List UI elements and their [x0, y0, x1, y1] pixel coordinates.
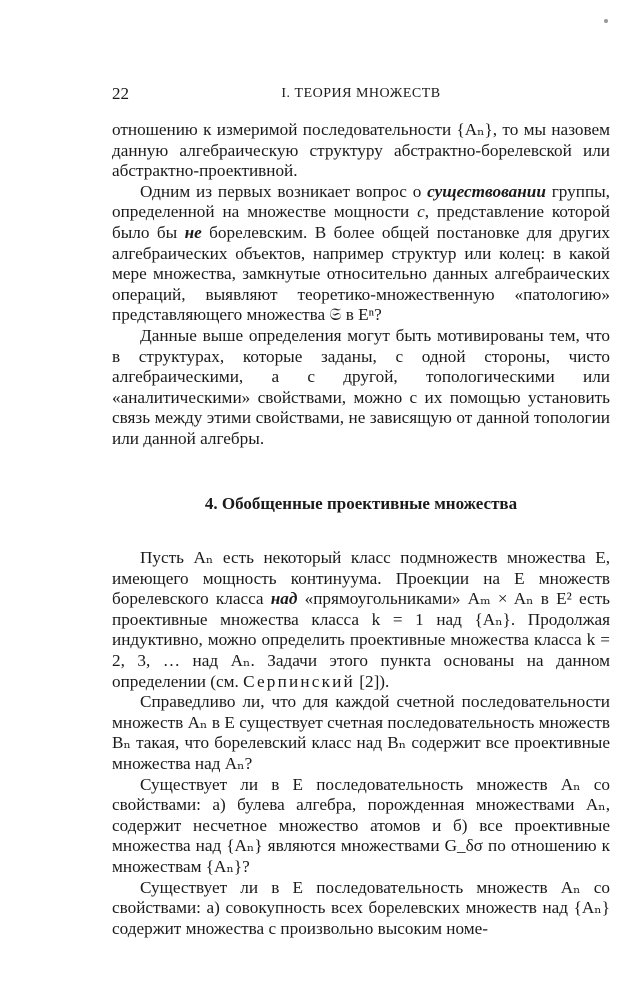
paragraph-5: Справедливо ли, что для каждой счетной последовательности множеств Aₙ в E существует счетная последовательность множеств Bₙ такая, что борелевский класс над Bₙ содержит все проективные множества над Aₙ? [112, 692, 610, 774]
paragraph-1: отношению к измеримой последовательности {Aₙ}, то мы назовем данную алгебраическую структуру абстрактно-борелевской или абстрактно-проективной. [112, 120, 610, 181]
emphasis-existence: существовании [427, 181, 546, 201]
body-text [112, 120, 610, 939]
page-number: 22 [112, 84, 129, 103]
paragraph-7: Существует ли в E последовательность множеств Aₙ со свойствами: а) совокупность всех борелевских множеств над {Aₙ} содержит множества с произвольно высоким номе- [112, 877, 610, 938]
paragraph-3: Данные выше определения могут быть мотивированы тем, что в структурах, которые заданы, с одной стороны, чисто алгебраическими, а с другой, топологическими или «аналитическими» свойствами, можно с их помощью установить связь между этими свойствами, не зависящую от данной топологии или данной алгебры. [112, 325, 610, 448]
variable-c: c [417, 202, 425, 222]
emphasis-not: не [184, 222, 202, 242]
page-header [112, 84, 610, 104]
paragraph-4: Пусть Aₙ есть некоторый класс подмножеств множества E, имеющего мощность континуума. Проекции на E множеств борелевского класса над «прямоугольниками» Aₘ × Aₙ в E² есть проективные множества класса k = 1 над {Aₙ}. Продолжая индуктивно, можно определить проективные множества класса k = 2, 3, … над Aₙ. Задачи этого пункта основаны на данном определении (см. Серпинский [2]). [112, 548, 610, 691]
section-title: 4. Обобщенные проективные множества [204, 493, 518, 513]
emphasis-over: над [270, 589, 298, 609]
paragraph-6: Существует ли в E последовательность множеств Aₙ со свойствами: а) булева алгебра, порожденная множествами Aₙ, содержит несчетное множество атомов и б) все проективные множества над {Aₙ} являются множествами G_δσ по отношению к множествам {Aₙ}? [112, 774, 610, 876]
running-title: I. ТЕОРИЯ МНОЖЕСТВ [281, 86, 441, 101]
scan-mark [604, 19, 608, 23]
author-reference: Серпинский [243, 671, 355, 691]
paragraph-2: Одним из первых возникает вопрос о существовании группы, определенной на множестве мощности c, представление которой было бы не борелевским. В более общей постановке для других алгебраических объектов, например структур или колец: в какой мере множества, замкнутые относительно данных алгебраических операций, выявляют теоретико-множественную «патологию» представляющего множества 𝔖 в Eⁿ? [112, 181, 610, 325]
